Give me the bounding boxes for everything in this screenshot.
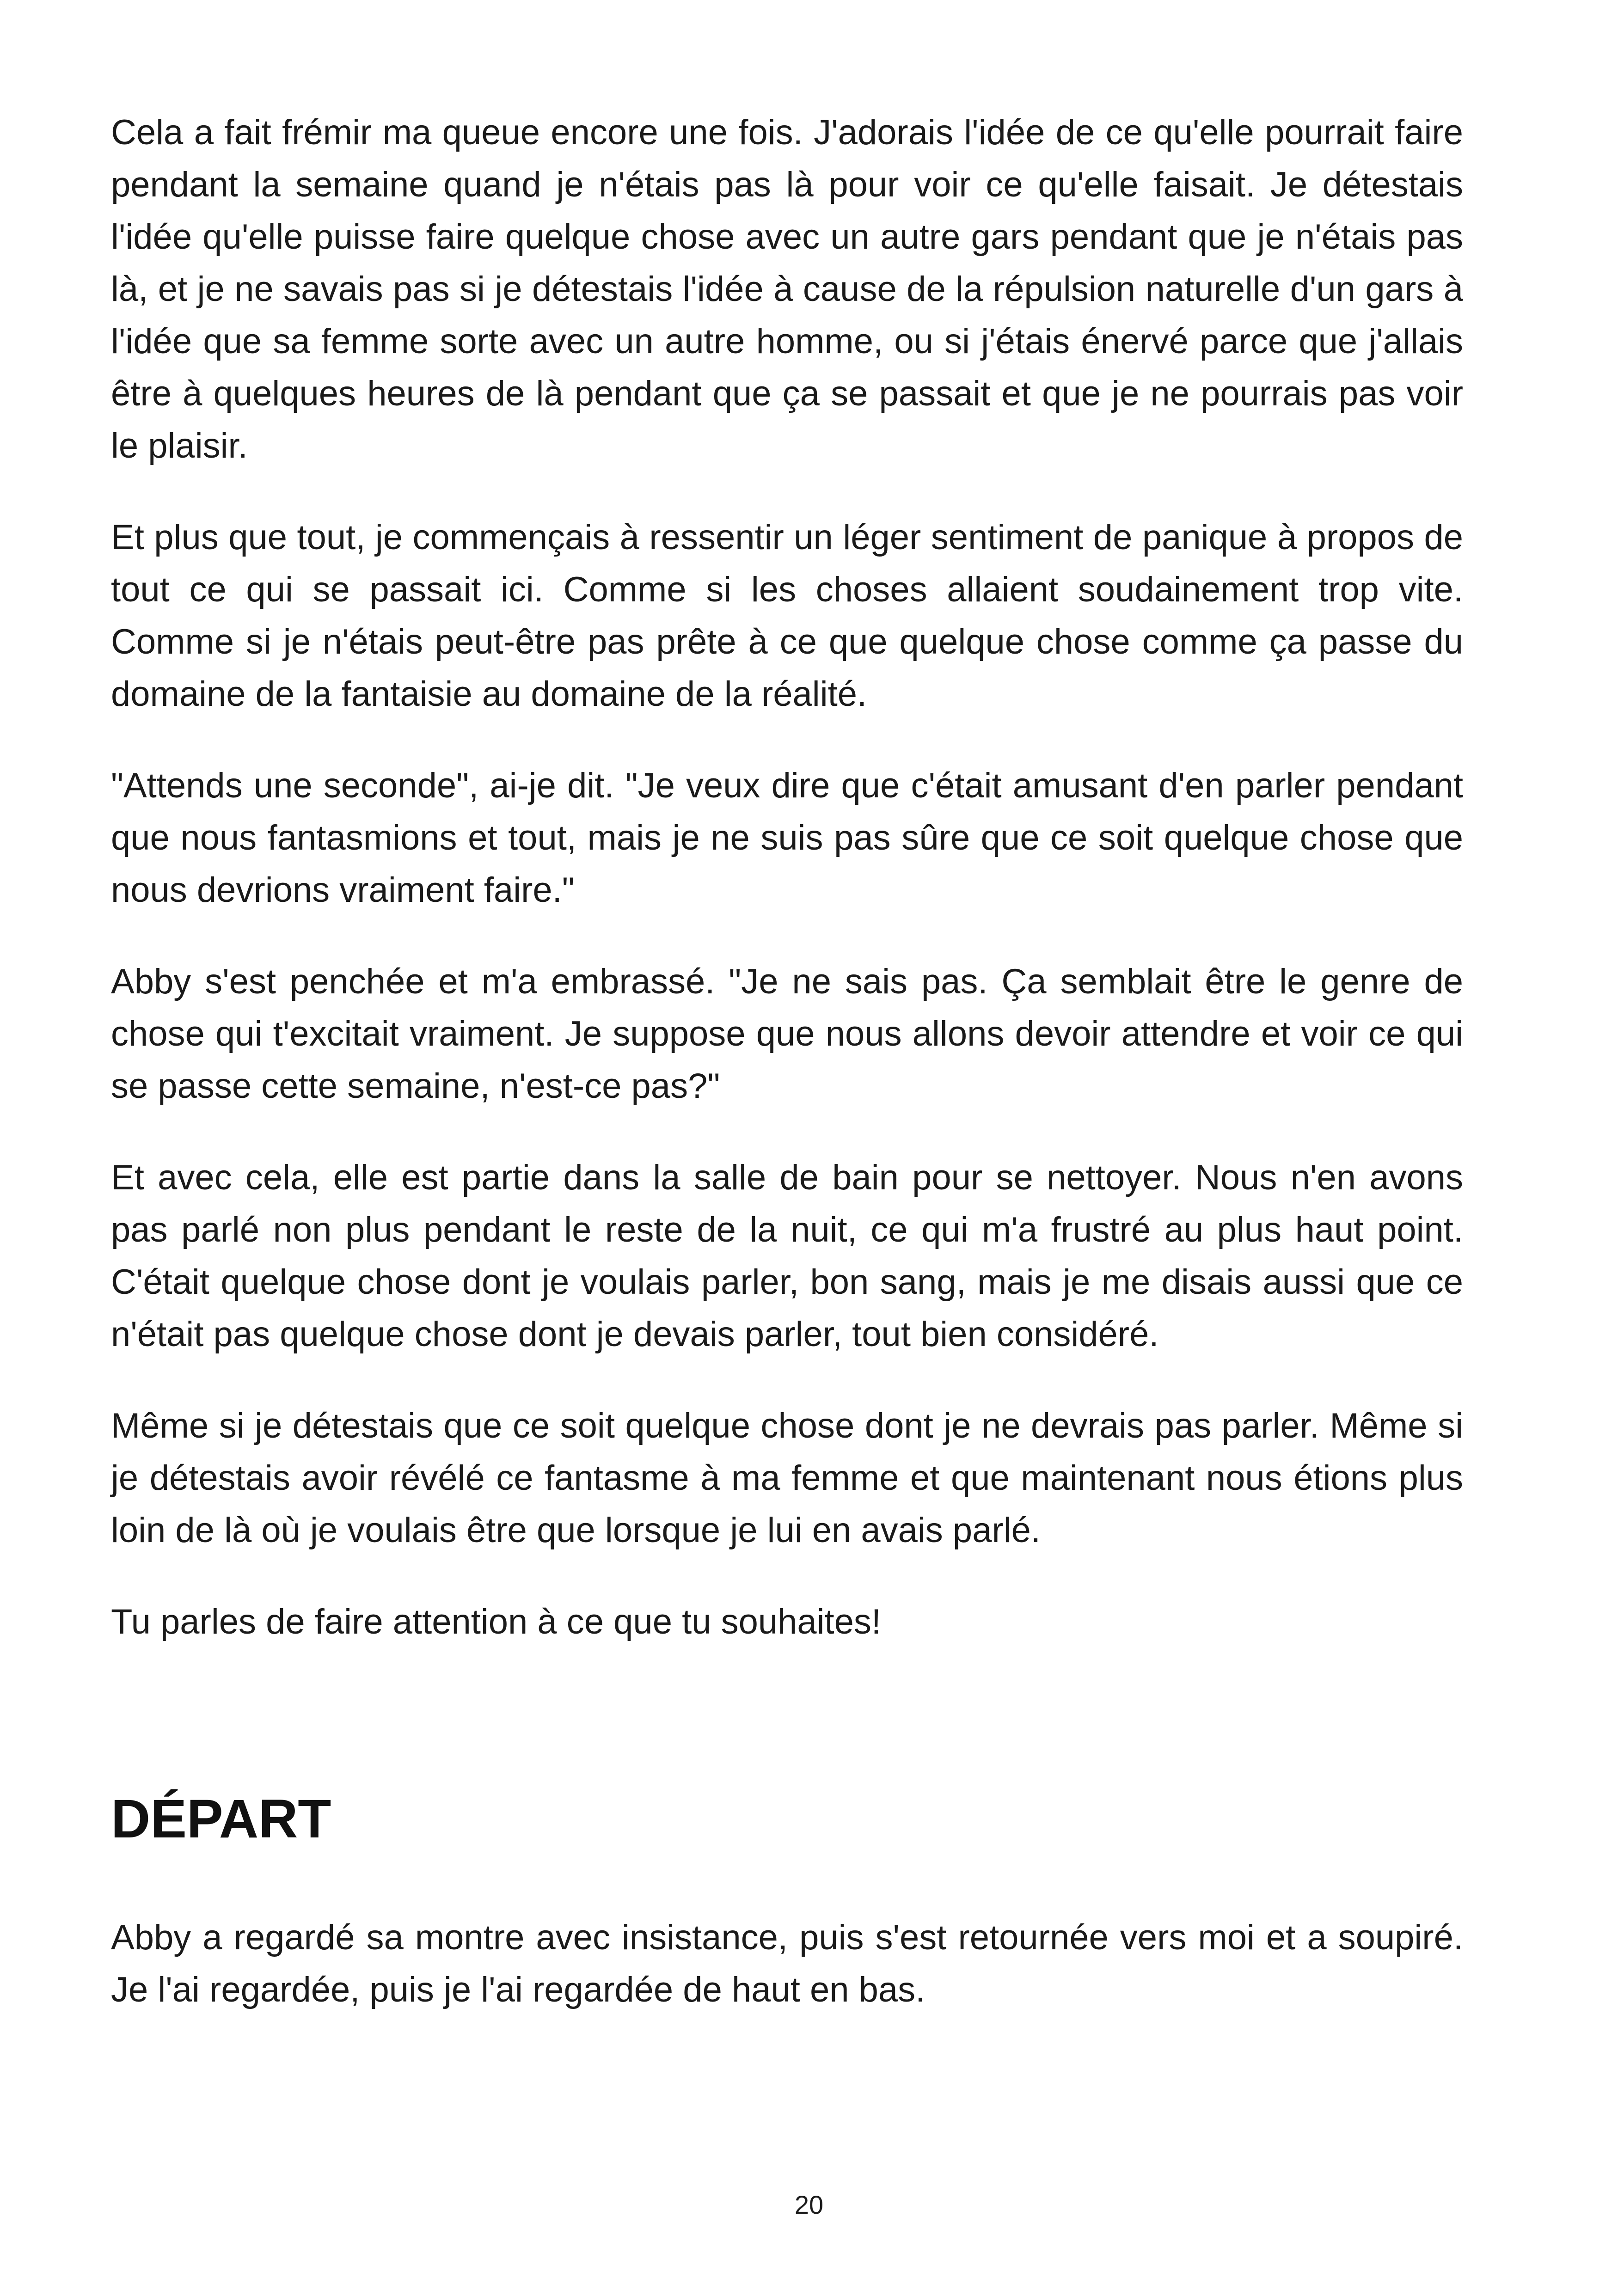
paragraph: Et avec cela, elle est partie dans la salle de bain pour se nettoyer. Nous n'en avons pas parlé non plus pendant le reste de la nuit, ce qui m'a frustré au plus haut point. C'était quelque chose dont je voulais parler, bon sang, mais je me disais aussi que ce n'était pas quelque chose dont je devais parler, tout bien considéré. bbox=[111, 1158, 1463, 1354]
paragraph: Même si je détestais que ce soit quelque chose dont je ne devrais pas parler. Même si je détestais avoir révélé ce fantasme à ma femme et que maintenant nous étions plus loin de là où je voulais être que lorsque je lui en avais parlé. bbox=[111, 1406, 1463, 1550]
paragraph: Cela a fait frémir ma queue encore une fois. J'adorais l'idée de ce qu'elle pourrait faire pendant la semaine quand je n'étais pas là pour voir ce qu'elle faisait. Je détestais l'idée qu'elle puisse faire quelque chose avec un autre gars pendant que je n'étais pas là, et je ne savais pas si je détestais l'idée à cause de la répulsion naturelle d'un gars à l'idée que sa femme sorte avec un autre homme, ou si j'étais énervé parce que j'allais être à quelques heures de là pendant que ça se passait et que je ne pourrais pas voir le plaisir. bbox=[111, 113, 1463, 465]
paragraph: Et plus que tout, je commençais à ressentir un léger sentiment de panique à propos de tout ce qui se passait ici. Comme si les choses allaient soudainement trop vite. Comme si je n'étais peut-être pas prête à ce que quelque chose comme ça passe du domaine de la fantaisie au domaine de la réalité. bbox=[111, 518, 1463, 714]
paragraph: "Attends une seconde", ai-je dit. "Je veux dire que c'était amusant d'en parler pendant que nous fantasmions et tout, mais je ne suis pas sûre que ce soit quelque chose que nous devrions vraiment faire." bbox=[111, 766, 1463, 910]
paragraph: Tu parles de faire attention à ce que tu souhaites! bbox=[111, 1602, 882, 1641]
page-content bbox=[111, 106, 1463, 2055]
paragraph: Abby s'est penchée et m'a embrassé. "Je ne sais pas. Ça semblait être le genre de chose qui t'excitait vraiment. Je suppose que nous allons devoir attendre et voir ce qui se passe cette semaine, n'est-ce pas?" bbox=[111, 962, 1463, 1106]
paragraph: Abby a regardé sa montre avec insistance, puis s'est retournée vers moi et a soupiré. Je l'ai regardée, puis je l'ai regardée de haut en bas. bbox=[111, 1918, 1463, 2009]
page-number: 20 bbox=[794, 2190, 824, 2219]
chapter-heading: DÉPART bbox=[111, 1788, 331, 1849]
